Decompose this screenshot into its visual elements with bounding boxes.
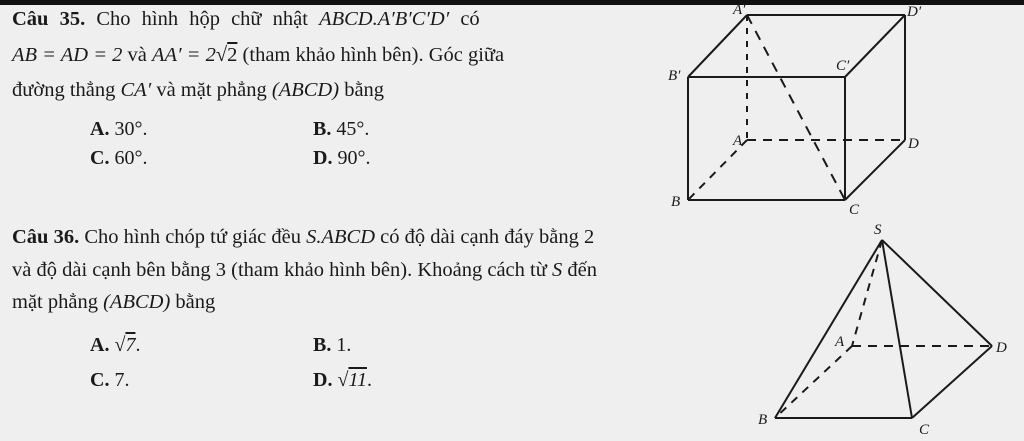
edge-c-d — [912, 346, 992, 418]
q35-option-b[interactable]: B. 45°. — [313, 118, 370, 140]
label-c-prime: C′ — [836, 58, 850, 74]
label-d-prime: D′ — [907, 4, 922, 20]
diagonal-ca1 — [747, 15, 845, 200]
q36-number: Câu 36. — [12, 226, 80, 248]
q36-line-3: mặt phẳng (ABCD) bằng — [12, 291, 216, 313]
q35-line-3: đường thẳng CA′ và mặt phẳng (ABCD) bằng — [12, 79, 385, 101]
label-a-prime: A′ — [733, 2, 746, 18]
edge-a-b-hidden — [688, 140, 747, 200]
q36-option-a[interactable]: A. √7. — [90, 334, 141, 356]
q35-line-1: Câu 35. Cho hình hộp chữ nhật ABCD.A′B′C′D′ có — [12, 8, 480, 30]
edge-s-b — [775, 240, 882, 418]
q35-number: Câu 35. — [12, 8, 86, 30]
label-b: B — [758, 412, 768, 428]
label-a: A — [733, 133, 743, 149]
cuboid-labels — [668, 2, 922, 218]
label-d: D — [908, 136, 919, 152]
edge-d1-c1 — [845, 15, 905, 77]
q36-option-b[interactable]: B. 1. — [313, 334, 352, 356]
q35-option-d[interactable]: D. 90°. — [313, 147, 371, 169]
label-b: B — [671, 194, 681, 210]
edge-a-b-hidden — [775, 346, 852, 418]
q36-option-d[interactable]: D. √11. — [313, 369, 372, 391]
label-c: C — [919, 422, 930, 438]
edge-a1-b1 — [688, 15, 747, 77]
label-d: D — [996, 340, 1007, 356]
q36-line-1: Câu 36. Cho hình chóp tứ giác đều S.ABCD có độ dài cạnh đáy bằng 2 — [12, 226, 595, 248]
q36-option-c[interactable]: C. 7. — [90, 369, 130, 391]
label-c: C — [849, 202, 860, 218]
label-a: A — [835, 334, 845, 350]
label-b-prime: B′ — [668, 68, 681, 84]
label-s: S — [874, 222, 882, 238]
pyramid-labels — [758, 222, 1007, 438]
edge-s-d — [882, 240, 992, 346]
q35-option-c[interactable]: C. 60°. — [90, 147, 148, 169]
cuboid-figure — [688, 15, 905, 200]
q36-line-2: và độ dài cạnh bên bằng 3 (tham khảo hình bên). Khoảng cách từ S đến — [12, 259, 597, 281]
pyramid-figure — [775, 240, 992, 418]
q35-option-a[interactable]: A. 30°. — [90, 118, 148, 140]
edge-s-c — [882, 240, 912, 418]
q35-line-2: AB = AD = 2 và AA′ = 2√2 (tham khảo hình bên). Góc giữa — [12, 44, 505, 66]
edge-c-d — [845, 140, 905, 200]
edge-s-a-hidden — [852, 240, 882, 346]
